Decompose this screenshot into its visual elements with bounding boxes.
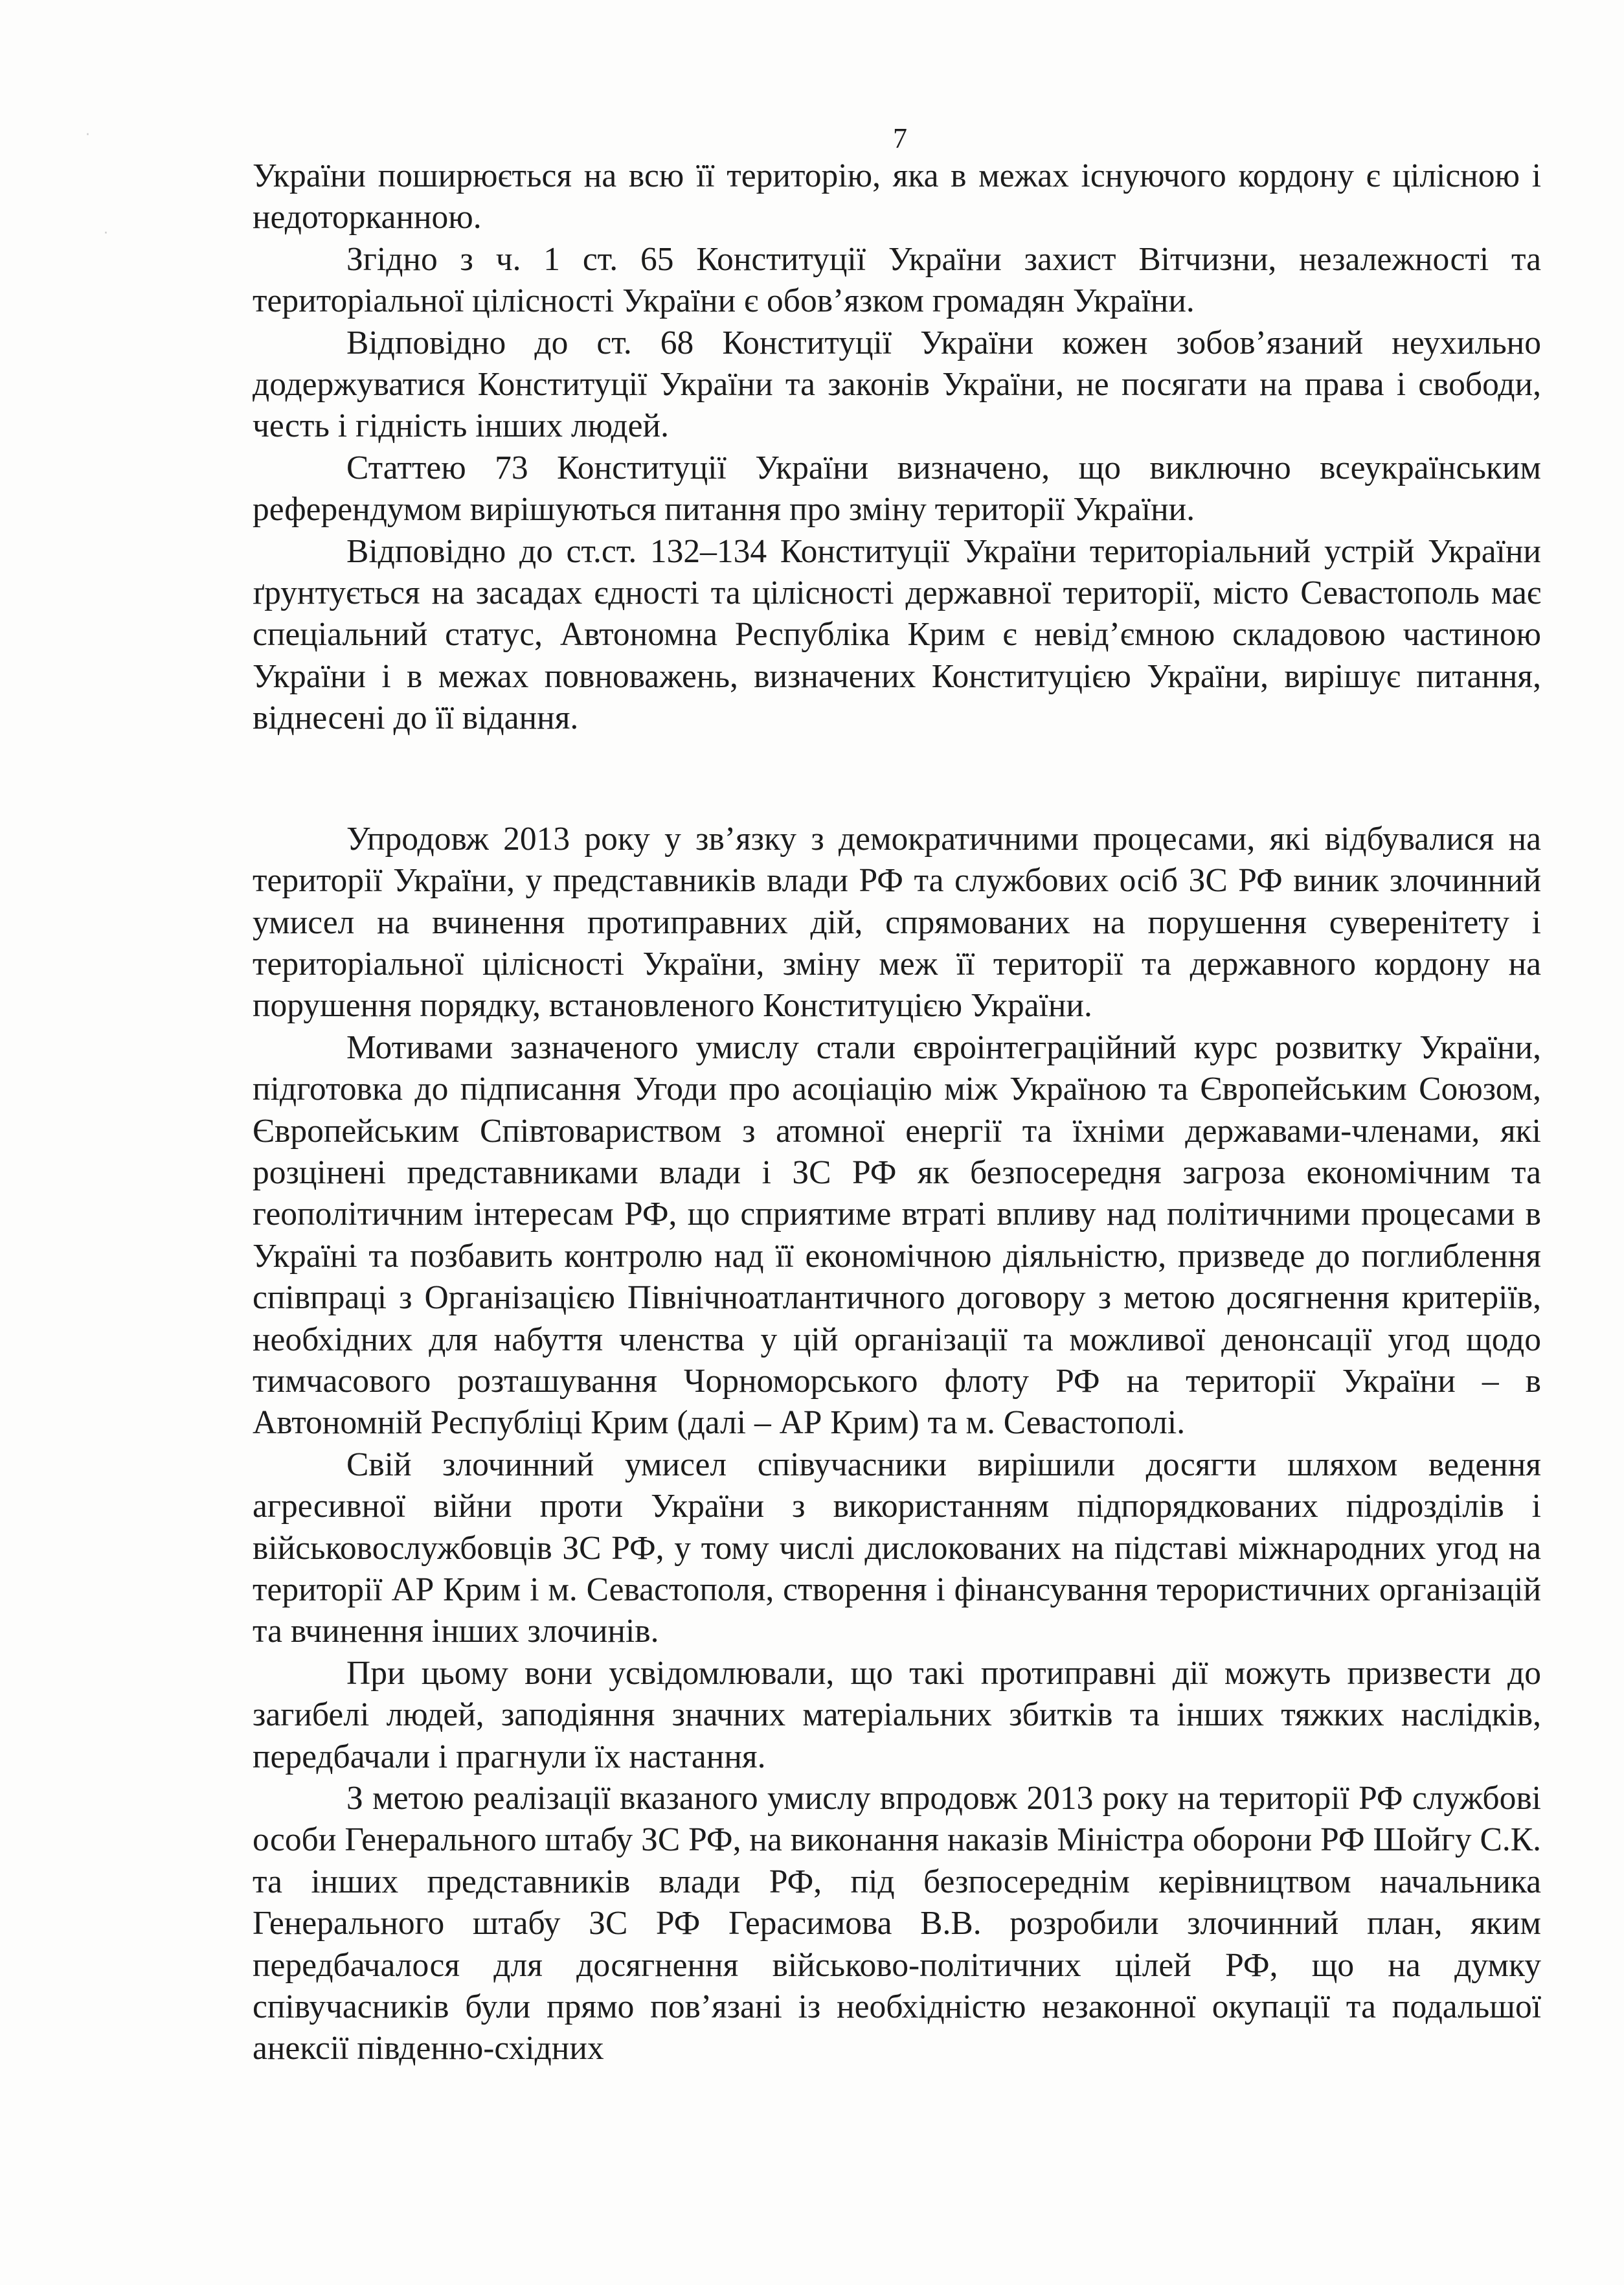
page-number: 7 <box>893 122 907 154</box>
paragraph: Згідно з ч. 1 ст. 65 Конституції України захист Вітчизни, незалежності та територіальної цілісності України є обов’язком громадян України. <box>253 240 1541 320</box>
paragraph: Свій злочинний умисел співучасники вирішили досягти шляхом ведення агресивної війни проти України з використанням підпорядкованих підрозділів і військовослужбовців ЗС РФ, у тому числі дислокованих на підставі міжнародних угод на території АР Крим і м. Севастополя, створення і фінансування терористичних організацій та вчинення інших злочинів. <box>253 1446 1541 1650</box>
paragraph: України поширюється на всю її територію, яка в межах існуючого кордону є цілісною і недоторканною. <box>253 157 1541 236</box>
paragraph: Відповідно до ст.ст. 132–134 Конституції України територіальний устрій України ґрунтується на засадах єдності та цілісності державної території, місто Севастополь має спеціальний статус, Автономна Республіка Крим є невід’ємною складовою частиною України і в межах повноважень, визначених Конституцією України, вирішує питання, віднесені до її відання. <box>253 532 1541 737</box>
paragraph: Статтею 73 Конституції України визначено, що виключно всеукраїнським референдумом вирішуються питання про зміну території України. <box>253 449 1541 529</box>
document-body <box>253 155 1541 2070</box>
paragraph: Мотивами зазначеного умислу стали євроінтеграційний курс розвитку України, підготовка до підписання Угоди про асоціацію між Україною та Європейським Союзом, Європейським Співтовариством з атомної енергії та їхніми державами-членами, які розцінені представниками влади і ЗС РФ як безпосередня загроза економічним та геополітичним інтересам РФ, що сприятиме втраті впливу над політичними процесами в Україні та позбавить контролю над її економічною діяльністю, призведе до поглиблення співпраці з Організацією Північноатлантичного договору з метою досягнення критеріїв, необхідних для набуття членства у цій організації та можливої денонсації угод щодо тимчасового розташування Чорноморського флоту РФ на території України – в Автономній Республіці Крим (далі – АР Крим) та м. Севастополі. <box>253 1029 1541 1442</box>
paragraph: Відповідно до ст. 68 Конституції України кожен зобов’язаний неухильно додержуватися Конституції України та законів України, не посягати на права і свободи, честь і гідність інших людей. <box>253 324 1541 445</box>
scan-artifact: · <box>85 127 90 143</box>
section-gap <box>253 740 1541 819</box>
paragraph: Упродовж 2013 року у зв’язку з демократичними процесами, які відбувалися на території України, у представників влади РФ та службових осіб ЗС РФ виник злочинний умисел на вчинення протиправних дій, спрямованих на порушення суверенітету і територіальної цілісності України, зміну меж її території та державного кордону на порушення порядку, встановленого Конституцією України. <box>253 820 1541 1025</box>
paragraph: З метою реалізації вказаного умислу впродовж 2013 року на території РФ службові особи Генерального штабу ЗС РФ, на виконання наказів Міністра оборони РФ Шойгу С.К. та інших представників влади РФ, під безпосереднім керівництвом начальника Генерального штабу ЗС РФ Герасимова В.В. розробили злочинний план, яким передбачалося для досягнення військово-політичних цілей РФ, що на думку співучасників були прямо пов’язані із необхідністю незаконної окупації та подальшої анексії південно-східних <box>253 1780 1541 2067</box>
scan-artifact: · <box>104 225 108 242</box>
paragraph: При цьому вони усвідомлювали, що такі протиправні дії можуть призвести до загибелі людей, заподіяння значних матеріальних збитків та інших тяжких наслідків, передбачали і прагнули їх настання. <box>253 1654 1541 1775</box>
